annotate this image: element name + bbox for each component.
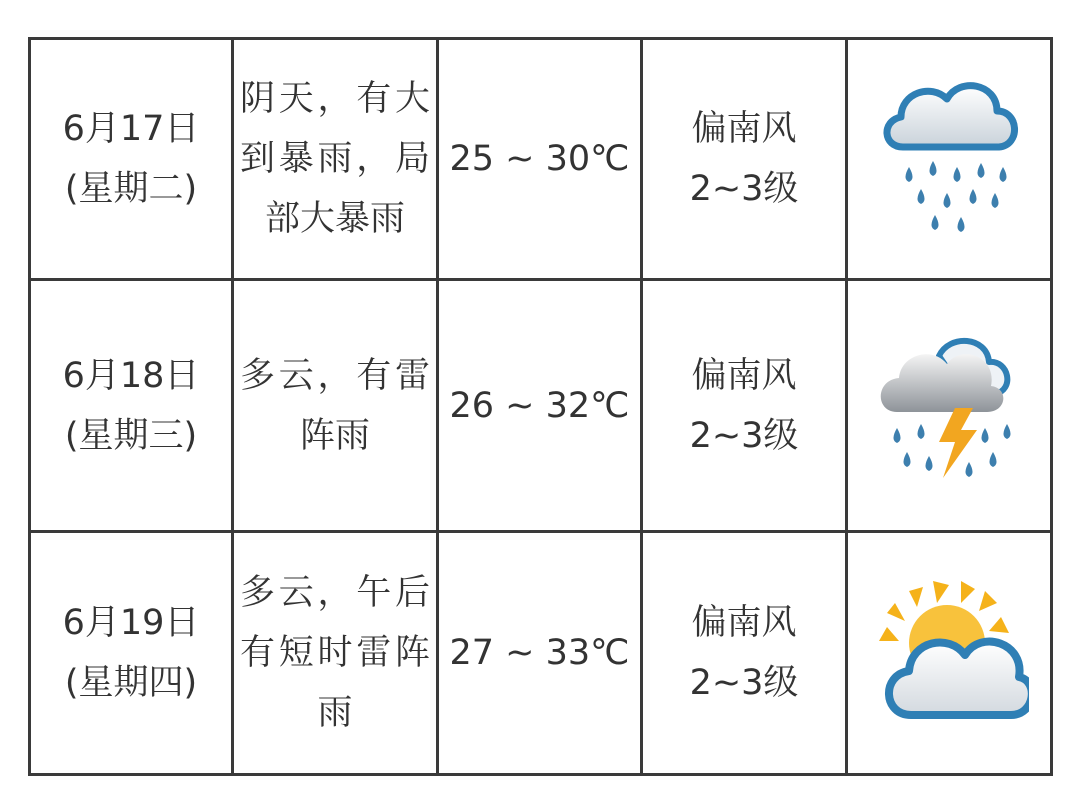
weather-text-line: 多云，午后 bbox=[240, 573, 430, 613]
date-label: 6月19日 bbox=[62, 603, 200, 643]
heavy-rain-icon bbox=[869, 69, 1029, 249]
thunder-shower-icon bbox=[869, 316, 1029, 496]
wind-direction-label: 偏南风 bbox=[691, 109, 797, 149]
forecast-row bbox=[30, 39, 1052, 280]
forecast-row bbox=[30, 280, 1052, 532]
weather-text-line: 到暴雨，局 bbox=[240, 139, 430, 179]
date-label: 6月17日 bbox=[62, 109, 200, 149]
wind-cell bbox=[642, 532, 847, 775]
weather-text-line: 阴天，有大 bbox=[240, 79, 430, 119]
temperature-label: 27 ~ 33℃ bbox=[449, 633, 630, 673]
forecast-row bbox=[30, 532, 1052, 775]
wind-direction-label: 偏南风 bbox=[691, 603, 797, 643]
weather-text-line: 部大暴雨 bbox=[264, 199, 405, 239]
date-label: 6月18日 bbox=[62, 355, 200, 396]
weather-text-line: 雨 bbox=[317, 693, 353, 733]
weather-text-line: 有短时雷阵 bbox=[240, 633, 430, 673]
forecast-table bbox=[28, 37, 1053, 776]
weekday-label: (星期二) bbox=[64, 169, 198, 209]
temperature-cell bbox=[438, 39, 642, 280]
temperature-cell bbox=[438, 532, 642, 775]
wind-direction-label: 偏南风 bbox=[691, 355, 797, 396]
temperature-label: 25 ~ 30℃ bbox=[449, 139, 630, 179]
weekday-label: (星期四) bbox=[64, 663, 198, 703]
weather-text-line: 阵雨 bbox=[299, 415, 370, 456]
icon-cell bbox=[847, 280, 1052, 532]
wind-level-label: 2~3级 bbox=[689, 415, 799, 456]
date-cell bbox=[30, 532, 233, 775]
icon-cell bbox=[847, 39, 1052, 280]
icon-cell bbox=[847, 532, 1052, 775]
weather-cell bbox=[233, 39, 438, 280]
partly-cloudy-icon bbox=[869, 563, 1029, 743]
date-cell bbox=[30, 280, 233, 532]
wind-level-label: 2~3级 bbox=[689, 663, 799, 703]
wind-level-label: 2~3级 bbox=[689, 169, 799, 209]
weather-cell bbox=[233, 280, 438, 532]
temperature-label: 26 ~ 32℃ bbox=[449, 385, 630, 426]
wind-cell bbox=[642, 280, 847, 532]
date-cell bbox=[30, 39, 233, 280]
weather-text-line: 多云，有雷 bbox=[240, 355, 430, 396]
weekday-label: (星期三) bbox=[64, 415, 198, 456]
weather-cell bbox=[233, 532, 438, 775]
wind-cell bbox=[642, 39, 847, 280]
temperature-cell bbox=[438, 280, 642, 532]
